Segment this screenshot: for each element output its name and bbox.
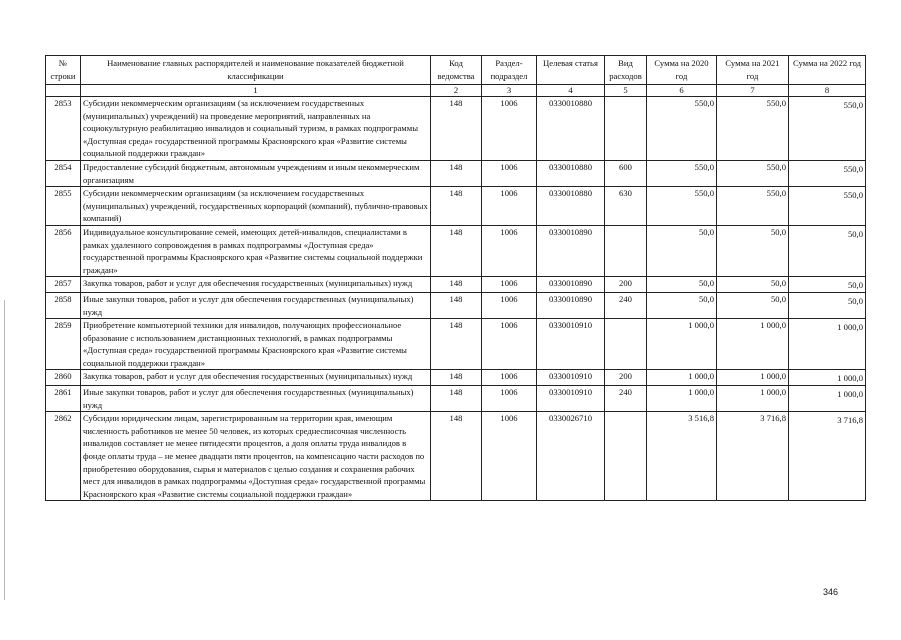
sum-2021: 3 716,8 — [717, 412, 789, 501]
expense-type: 200 — [605, 277, 647, 293]
table-row — [46, 292, 866, 318]
expense-type: 600 — [605, 160, 647, 186]
target-article: 0330010910 — [537, 370, 605, 386]
table-row — [46, 277, 866, 293]
sum-2020: 550,0 — [647, 160, 717, 186]
sum-2022: 550,0 — [789, 97, 866, 161]
header-section: Раздел-подраздел — [482, 56, 537, 85]
row-description: Предоставление субсидий бюджетным, автономным учреждениям и иным некоммерческим организациям — [81, 160, 431, 186]
sum-2021: 1 000,0 — [717, 370, 789, 386]
target-article: 0330026710 — [537, 412, 605, 501]
expense-type: 200 — [605, 370, 647, 386]
section-code: 1006 — [482, 277, 537, 293]
header-sum-2022: Сумма на 2022 год — [789, 56, 866, 85]
col-number-cell: 6 — [647, 85, 717, 97]
row-number: 2858 — [46, 292, 81, 318]
sum-2022: 3 716,8 — [789, 412, 866, 501]
row-number: 2859 — [46, 319, 81, 370]
sum-2022: 1 000,0 — [789, 370, 866, 386]
header-row-number: № строки — [46, 56, 81, 85]
dept-code: 148 — [431, 386, 482, 412]
header-sum-2021: Сумма на 2021 год — [717, 56, 789, 85]
sum-2020: 1 000,0 — [647, 319, 717, 370]
page-number: 346 — [823, 587, 839, 597]
target-article: 0330010910 — [537, 386, 605, 412]
table-body — [46, 97, 866, 501]
budget-table — [45, 55, 866, 501]
row-number: 2862 — [46, 412, 81, 501]
row-number: 2853 — [46, 97, 81, 161]
section-code: 1006 — [482, 370, 537, 386]
sum-2020: 550,0 — [647, 97, 717, 161]
row-description: Приобретение компьютерной техники для инвалидов, получающих профессиональное образование с использованием дистанционных технологий, в рамках подпрограммы «Доступная среда» государственной программы Красноярского края «Развитие системы социальной поддержки граждан» — [81, 319, 431, 370]
sum-2021: 1 000,0 — [717, 319, 789, 370]
header-target-article: Целевая статья — [537, 56, 605, 85]
sum-2020: 3 516,8 — [647, 412, 717, 501]
section-code: 1006 — [482, 187, 537, 226]
sum-2021: 550,0 — [717, 187, 789, 226]
section-code: 1006 — [482, 412, 537, 501]
sum-2021: 50,0 — [717, 292, 789, 318]
header-sum-2020: Сумма на 2020 год — [647, 56, 717, 85]
row-description: Иные закупки товаров, работ и услуг для обеспечения государственных (муниципальных) нужд — [81, 292, 431, 318]
sum-2022: 50,0 — [789, 292, 866, 318]
expense-type: 630 — [605, 187, 647, 226]
table-row — [46, 225, 866, 276]
sum-2022: 50,0 — [789, 277, 866, 293]
row-number: 2855 — [46, 187, 81, 226]
expense-type — [605, 97, 647, 161]
dept-code: 148 — [431, 160, 482, 186]
row-number: 2860 — [46, 370, 81, 386]
row-number: 2856 — [46, 225, 81, 276]
table-row — [46, 187, 866, 226]
sum-2022: 50,0 — [789, 225, 866, 276]
sum-2020: 550,0 — [647, 187, 717, 226]
target-article: 0330010880 — [537, 187, 605, 226]
dept-code: 148 — [431, 187, 482, 226]
sum-2020: 50,0 — [647, 277, 717, 293]
section-code: 1006 — [482, 97, 537, 161]
sum-2021: 1 000,0 — [717, 386, 789, 412]
sum-2020: 50,0 — [647, 225, 717, 276]
col-number-cell: 4 — [537, 85, 605, 97]
col-number-cell: 2 — [431, 85, 482, 97]
scan-edge-line — [4, 300, 5, 600]
dept-code: 148 — [431, 319, 482, 370]
target-article: 0330010890 — [537, 225, 605, 276]
dept-code: 148 — [431, 225, 482, 276]
table-header — [46, 56, 866, 97]
col-number-cell: 7 — [717, 85, 789, 97]
sum-2022: 550,0 — [789, 160, 866, 186]
expense-type: 240 — [605, 386, 647, 412]
col-number-cell: 8 — [789, 85, 866, 97]
row-number: 2857 — [46, 277, 81, 293]
header-dept-code: Код ведомства — [431, 56, 482, 85]
row-description: Закупка товаров, работ и услуг для обеспечения государственных (муниципальных) нужд — [81, 370, 431, 386]
col-number-cell — [46, 85, 81, 97]
row-description: Индивидуальное консультирование семей, имеющих детей-инвалидов, специалистами в рамках удаленного сопровождения в рамках подпрограммы «Доступная среда» государственной программы Красноярского края «Развитие системы социальной поддержки граждан» — [81, 225, 431, 276]
row-description: Иные закупки товаров, работ и услуг для обеспечения государственных (муниципальных) нужд — [81, 386, 431, 412]
table-row — [46, 97, 866, 161]
sum-2022: 1 000,0 — [789, 386, 866, 412]
row-number: 2861 — [46, 386, 81, 412]
row-number: 2854 — [46, 160, 81, 186]
table-row — [46, 386, 866, 412]
row-description: Субсидии некоммерческим организациям (за исключением государственных (муниципальных) учреждений) на проведение мероприятий, направленных на социокультурную реабилитацию инвалидов и социальный туризм, в рамках подпрограммы «Доступная среда» государственной программы Красноярского края «Развитие системы социальной поддержки граждан» — [81, 97, 431, 161]
header-expense-type: Вид расходов — [605, 56, 647, 85]
section-code: 1006 — [482, 319, 537, 370]
sum-2022: 550,0 — [789, 187, 866, 226]
section-code: 1006 — [482, 292, 537, 318]
expense-type: 240 — [605, 292, 647, 318]
target-article: 0330010880 — [537, 97, 605, 161]
dept-code: 148 — [431, 97, 482, 161]
col-number-cell: 1 — [81, 85, 431, 97]
col-number-cell: 5 — [605, 85, 647, 97]
dept-code: 148 — [431, 277, 482, 293]
table-row — [46, 412, 866, 501]
expense-type — [605, 225, 647, 276]
section-code: 1006 — [482, 160, 537, 186]
section-code: 1006 — [482, 225, 537, 276]
row-description: Закупка товаров, работ и услуг для обеспечения государственных (муниципальных) нужд — [81, 277, 431, 293]
table-row — [46, 160, 866, 186]
target-article: 0330010890 — [537, 292, 605, 318]
expense-type — [605, 319, 647, 370]
sum-2022: 1 000,0 — [789, 319, 866, 370]
sum-2021: 50,0 — [717, 277, 789, 293]
target-article: 0330010910 — [537, 319, 605, 370]
dept-code: 148 — [431, 412, 482, 501]
table-row — [46, 370, 866, 386]
sum-2020: 1 000,0 — [647, 386, 717, 412]
section-code: 1006 — [482, 386, 537, 412]
sum-2021: 550,0 — [717, 160, 789, 186]
col-number-cell: 3 — [482, 85, 537, 97]
sum-2020: 1 000,0 — [647, 370, 717, 386]
sum-2020: 50,0 — [647, 292, 717, 318]
row-description: Субсидии юридическим лицам, зарегистрированным на территории края, имеющим численность работников не менее 50 человек, из которых среднесписочная численность инвалидов составляет не менее пятидесяти процентов, а доля оплаты труда инвалидов в фонде оплаты труда – не менее двадцати пяти процентов, на компенсацию части расходов по приобретению оборудования, сырья и материалов с целью создания и сохранения рабочих мест для инвалидов в рамках подпрограммы «Доступная среда» государственной программы Красноярского края «Развитие системы социальной поддержки граждан» — [81, 412, 431, 501]
table-row — [46, 319, 866, 370]
header-name: Наименование главных распорядителей и наименование показателей бюджетной классификации — [81, 56, 431, 85]
dept-code: 148 — [431, 370, 482, 386]
sum-2021: 50,0 — [717, 225, 789, 276]
row-description: Субсидии некоммерческим организациям (за исключением государственных (муниципальных) учреждений, государственных корпораций (компаний), публично-правовых компаний) — [81, 187, 431, 226]
sum-2021: 550,0 — [717, 97, 789, 161]
dept-code: 148 — [431, 292, 482, 318]
target-article: 0330010890 — [537, 277, 605, 293]
expense-type — [605, 412, 647, 501]
target-article: 0330010880 — [537, 160, 605, 186]
